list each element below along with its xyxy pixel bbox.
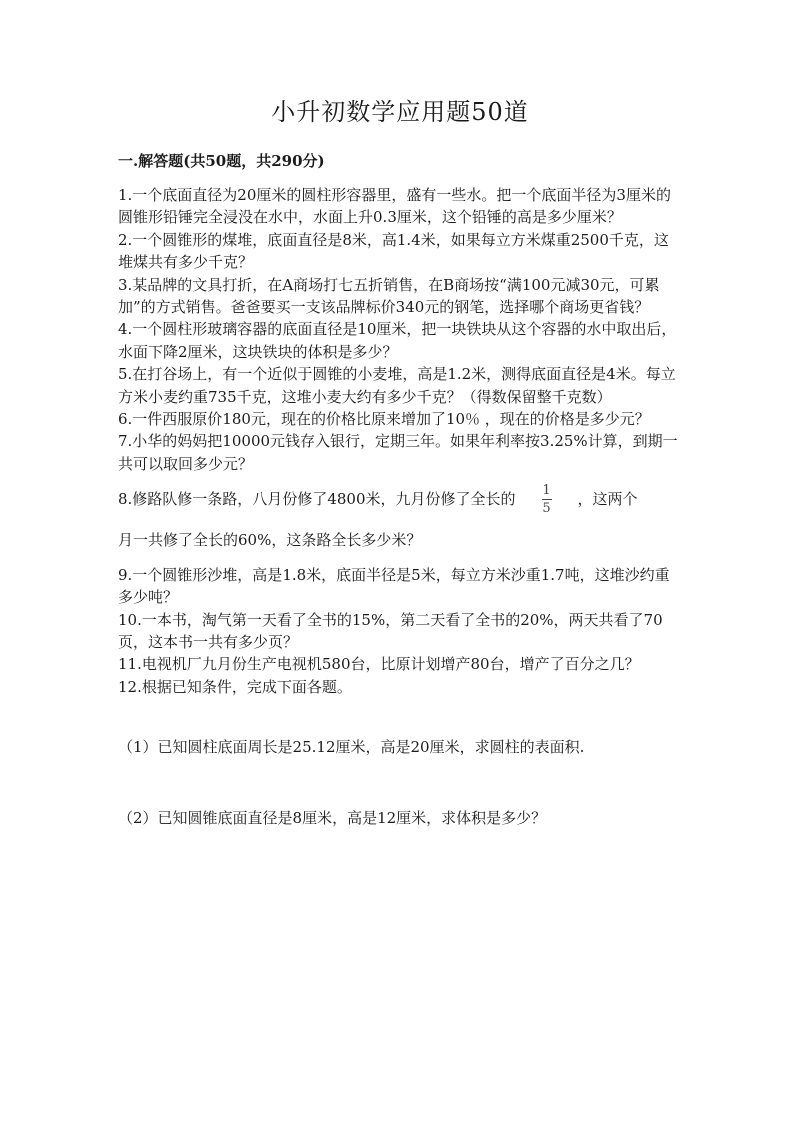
question-5: 5.在打谷场上，有一个近似于圆锥的小麦堆，高是1.2米，测得底面直径是4米。每立方米小麦约重735千克，这堆小麦大约有多少千克？（得数保留整千克数） [118, 365, 676, 406]
question-1: 1.一个底面直径为20厘米的圆柱形容器里，盛有一些水。把一个底面半径为3厘米的圆锥形铅锤完全浸没在水中，水面上升0.3厘米，这个铅锤的高是多少厘米？ [118, 186, 671, 227]
question-4: 4.一个圆柱形玻璃容器的底面直径是10厘米，把一块铁块从这个容器的水中取出后，水面下降2厘米，这块铁块的体积是多少？ [118, 320, 677, 361]
question-2: 2.一个圆锥形的煤堆，底面直径是8米，高1.4米，如果每立方米煤重2500千克，这堆煤共有多少千克？ [118, 230, 669, 272]
question-8 [118, 483, 683, 515]
question-12: 12.根据已知条件，完成下面各题。 [118, 677, 352, 696]
fraction-one-fifth [542, 483, 552, 516]
fraction-denominator: 5 [542, 500, 551, 516]
question-6: 6.一件西服原价180元，现在的价格比原来增加了10％ ，现在的价格是多少元？ [118, 410, 650, 429]
question-3: 3.某品牌的文具打折，在A商场打七五折销售，在B商场按“满100元减30元，可累加”的方式销售。爸爸要买一支该品牌标价340元的钢笔，选择哪个商场更省钱？ [118, 275, 660, 317]
fraction-numerator: 1 [542, 482, 551, 498]
question-10: 10.一本书，淘气第一天看了全书的15%，第二天看了全书的20%，两天共看了70页，这本书一共有多少页？ [118, 610, 663, 651]
question-8-text-before: 8.修路队修一条路，八月份修了4800米，九月份修了全长的 [118, 490, 516, 509]
section-header: 一.解答题(共50题，共290分) [118, 152, 325, 170]
page-title: 小升初数学应用题50道 [271, 98, 529, 126]
question-11: 11.电视机厂九月份生产电视机580台，比原计划增产80台，增产了百分之几？ [118, 655, 640, 674]
sub-question-1: （1）已知圆柱底面周长是25.12厘米，高是20厘米，求圆柱的表面积. [118, 738, 585, 757]
question-8-continued: 月一共修了全长的60%，这条路全长多少米？ [118, 531, 422, 550]
sub-question-2: （2）已知圆锥底面直径是8厘米，高是12厘米，求体积是多少？ [118, 808, 547, 827]
question-9: 9.一个圆锥形沙堆，高是1.8米，底面半径是5米，每立方米沙重1.7吨，这堆沙约重多少吨？ [118, 565, 670, 607]
question-7: 7.小华的妈妈把10000元钱存入银行，定期三年。如果年利率按3.25%计算，到期一共可以取回多少元？ [118, 432, 678, 473]
fraction-bar [542, 499, 552, 500]
question-list [118, 184, 683, 829]
question-8-text-after: ，这两个 [577, 490, 638, 509]
